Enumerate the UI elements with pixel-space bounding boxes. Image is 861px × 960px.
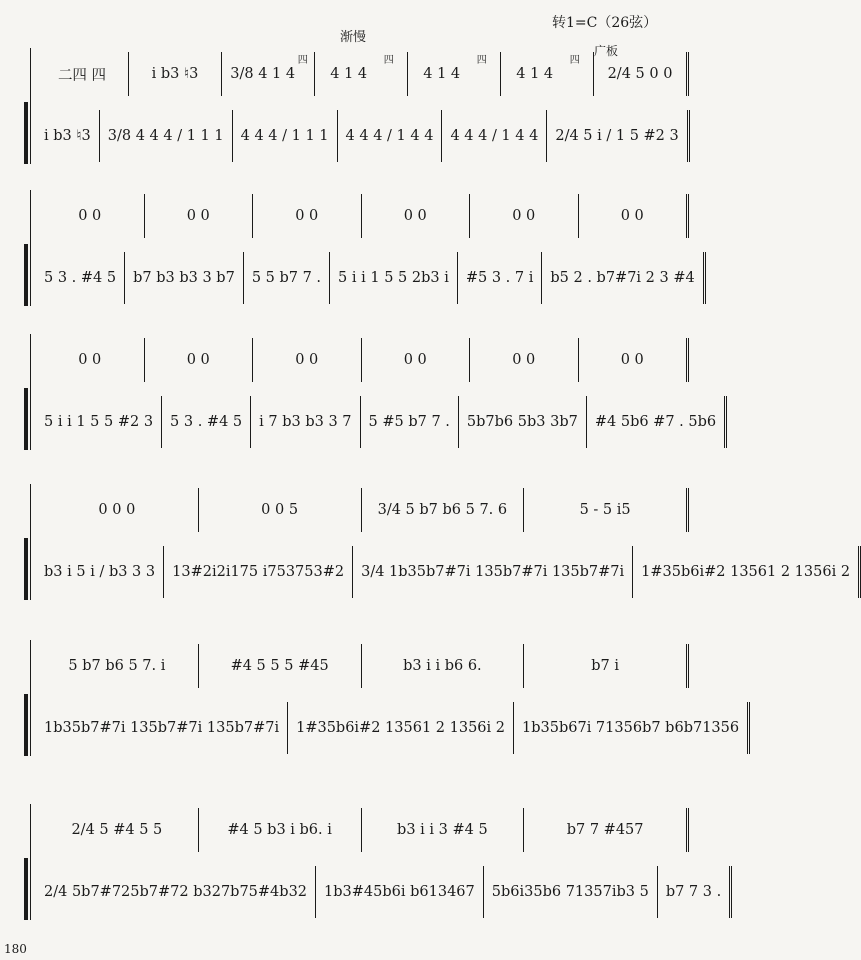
- measure-notes: 0 0: [403, 208, 427, 224]
- measure-notes: 4 1 4: [516, 66, 554, 82]
- measure-notes: 2/4 5 0 0: [607, 66, 673, 82]
- measure-notes: 1b35b7#7i 135b7#7i 135b7#7i: [44, 720, 280, 736]
- measure: [524, 644, 689, 688]
- measure: [361, 396, 459, 448]
- system-brace: [24, 102, 28, 164]
- measure: [362, 338, 471, 382]
- measure-notes: 5 #5 b7 7 .: [368, 414, 450, 430]
- measure: [579, 194, 690, 238]
- system-brace: [24, 858, 28, 920]
- measure-notes: b7 7 3 .: [665, 884, 722, 900]
- measure: [542, 252, 705, 304]
- measure-notes: 0 0 0: [98, 502, 136, 518]
- measure: [316, 866, 484, 918]
- measure: [145, 194, 254, 238]
- bottom-staff: [36, 396, 717, 448]
- measure-notes: i b3 ♮3: [44, 128, 91, 144]
- measure-notes: 二四 四: [57, 67, 107, 84]
- score-system: [0, 480, 851, 600]
- measure-notes: 5b6i35b6 71357ib3 5: [491, 884, 649, 900]
- measure-notes: 0 0: [620, 208, 644, 224]
- measure-notes: b7 b3 b3 3 b7: [133, 270, 235, 286]
- tempo-mark-label: 广板: [594, 44, 619, 58]
- measure-notes: 0 0: [295, 208, 319, 224]
- measure: [330, 252, 458, 304]
- top-staff: [36, 194, 689, 238]
- measure: [36, 52, 129, 96]
- measure-notes: 2/4 5 i / 1 5 #2 3: [555, 128, 679, 144]
- fingering-mark: 四: [297, 54, 308, 66]
- page-number: 180: [4, 942, 27, 956]
- measure: [222, 52, 315, 96]
- system-brace: [24, 388, 28, 450]
- top-staff: [36, 808, 689, 852]
- measure-notes: 0 0: [186, 208, 210, 224]
- measure-notes: 4 1 4: [330, 66, 368, 82]
- measure: [164, 546, 353, 598]
- measure: [100, 110, 233, 162]
- measure-notes: #4 5 b3 i b6. i: [227, 822, 332, 838]
- measure: [470, 338, 579, 382]
- measure-notes: 0 0: [512, 352, 536, 368]
- measure-notes: 5 3 . #4 5: [44, 270, 117, 286]
- fingering-mark: 四: [383, 54, 394, 66]
- top-staff: [36, 338, 689, 382]
- measure: [362, 194, 471, 238]
- measure: [484, 866, 658, 918]
- bottom-staff: [36, 110, 689, 162]
- system-line: [30, 334, 31, 450]
- measure: [199, 808, 362, 852]
- measure: [442, 110, 547, 162]
- measure-notes: 2/4 5b7#725b7#72 b327b75#4b32: [44, 884, 308, 900]
- bottom-staff: [36, 546, 851, 598]
- measure: [524, 808, 689, 852]
- measure-notes: 1b3#45b6i b613467: [324, 884, 475, 900]
- measure: [36, 546, 164, 598]
- measure-notes: b7 7 #457: [566, 822, 644, 838]
- measure: [338, 110, 443, 162]
- measure-notes: 1#35b6i#2 13561 2 1356i 2: [641, 564, 851, 580]
- measure: [36, 396, 162, 448]
- measure: [315, 52, 408, 96]
- measure: [199, 644, 362, 688]
- measure: [253, 338, 362, 382]
- measure-notes: 5b7b6 5b3 3b7: [466, 414, 578, 430]
- key-change-label: 转1=C（26弦）: [552, 15, 658, 31]
- measure-notes: 5 b7 b6 5 7. i: [68, 658, 166, 674]
- measure-notes: 13#2i2i175 i753753#2: [172, 564, 345, 580]
- measure-notes: 5 3 . #4 5: [170, 414, 243, 430]
- measure-notes: b3 i i b6 6.: [403, 658, 482, 674]
- measure: [36, 644, 199, 688]
- measure: [594, 52, 689, 96]
- measure: [36, 866, 316, 918]
- measure: [458, 252, 543, 304]
- system-line: [30, 190, 31, 306]
- measure: [145, 338, 254, 382]
- system-line: [30, 804, 31, 920]
- measure: [199, 488, 362, 532]
- measure-notes: 0 0: [620, 352, 644, 368]
- measure-notes: 2/4 5 #4 5 5: [71, 822, 163, 838]
- measure: [251, 396, 360, 448]
- score-system: [0, 800, 722, 920]
- measure: [353, 546, 633, 598]
- measure-notes: 5 - 5 i5: [579, 502, 631, 518]
- measure: [36, 194, 145, 238]
- score-system: [0, 636, 740, 756]
- measure-notes: 3/4 5 b7 b6 5 7. 6: [377, 502, 508, 518]
- measure: [470, 194, 579, 238]
- fingering-mark: 四: [476, 54, 487, 66]
- score-system: [0, 186, 711, 306]
- system-line: [30, 484, 31, 600]
- measure-notes: i 7 b3 b3 3 7: [259, 414, 352, 430]
- measure: [501, 52, 594, 96]
- measure: [36, 808, 199, 852]
- measure: [362, 488, 525, 532]
- bottom-staff: [36, 866, 722, 918]
- measure: [36, 252, 125, 304]
- measure: [524, 488, 689, 532]
- top-staff: [36, 488, 689, 532]
- measure-notes: b5 2 . b7#7i 2 3 #4: [550, 270, 695, 286]
- measure-notes: 3/8 4 1 4: [230, 66, 296, 82]
- system-brace: [24, 538, 28, 600]
- measure: [658, 866, 732, 918]
- measure: [459, 396, 587, 448]
- bottom-staff: [36, 702, 740, 754]
- tempo-change-label: 渐慢: [340, 30, 367, 45]
- measure: [244, 252, 330, 304]
- top-staff: [36, 52, 689, 96]
- measure-notes: #4 5 5 5 #45: [230, 658, 329, 674]
- measure: [125, 252, 244, 304]
- system-line: [30, 640, 31, 756]
- measure-notes: 1b35b67i 71356b7 b6b71356: [522, 720, 740, 736]
- measure-notes: #5 3 . 7 i: [465, 270, 534, 286]
- measure: [36, 338, 145, 382]
- measure: [633, 546, 861, 598]
- measure-notes: i b3 ♮3: [151, 66, 199, 82]
- system-brace: [24, 694, 28, 756]
- measure-notes: 5 i i 1 5 5 #2 3: [44, 414, 154, 430]
- measure-notes: 0 0: [403, 352, 427, 368]
- measure-notes: #4 5b6 #7 . 5b6: [594, 414, 717, 430]
- system-line: [30, 48, 31, 164]
- measure-notes: 4 4 4 / 1 4 4: [450, 128, 539, 144]
- measure-notes: 4 4 4 / 1 4 4: [345, 128, 434, 144]
- measure-notes: 5 5 b7 7 .: [251, 270, 322, 286]
- measure: [36, 110, 100, 162]
- measure: [253, 194, 362, 238]
- measure: [233, 110, 338, 162]
- system-brace: [24, 244, 28, 306]
- measure: [362, 808, 525, 852]
- measure-notes: 0 0: [78, 208, 102, 224]
- measure-notes: 0 0: [512, 208, 536, 224]
- measure-notes: 3/4 1b35b7#7i 135b7#7i 135b7#7i: [361, 564, 625, 580]
- measure: [514, 702, 750, 754]
- measure-notes: b3 i 5 i / b3 3 3: [44, 564, 156, 580]
- measure: [36, 702, 288, 754]
- measure-notes: 4 4 4 / 1 1 1: [240, 128, 329, 144]
- measure: [129, 52, 222, 96]
- score-system: [0, 330, 717, 450]
- measure: [547, 110, 689, 162]
- measure-notes: 0 0: [78, 352, 102, 368]
- measure-notes: b3 i i 3 #4 5: [397, 822, 488, 838]
- measure: [408, 52, 501, 96]
- measure-notes: 3/8 4 4 4 / 1 1 1: [107, 128, 224, 144]
- measure-notes: 0 0: [295, 352, 319, 368]
- measure: [579, 338, 690, 382]
- measure-notes: 0 0 5: [261, 502, 299, 518]
- measure-notes: b7 i: [591, 658, 619, 674]
- bottom-staff: [36, 252, 695, 304]
- measure-notes: 4 1 4: [423, 66, 461, 82]
- measure: [587, 396, 727, 448]
- measure: [362, 644, 525, 688]
- measure: [288, 702, 514, 754]
- measure-notes: 5 i i 1 5 5 2b3 i: [338, 270, 449, 286]
- measure: [162, 396, 251, 448]
- score-system: [0, 44, 711, 164]
- measure-notes: 0 0: [186, 352, 210, 368]
- top-staff: [36, 644, 689, 688]
- measure: [36, 488, 199, 532]
- measure-notes: 1#35b6i#2 13561 2 1356i 2: [296, 720, 505, 736]
- fingering-mark: 四: [569, 54, 580, 66]
